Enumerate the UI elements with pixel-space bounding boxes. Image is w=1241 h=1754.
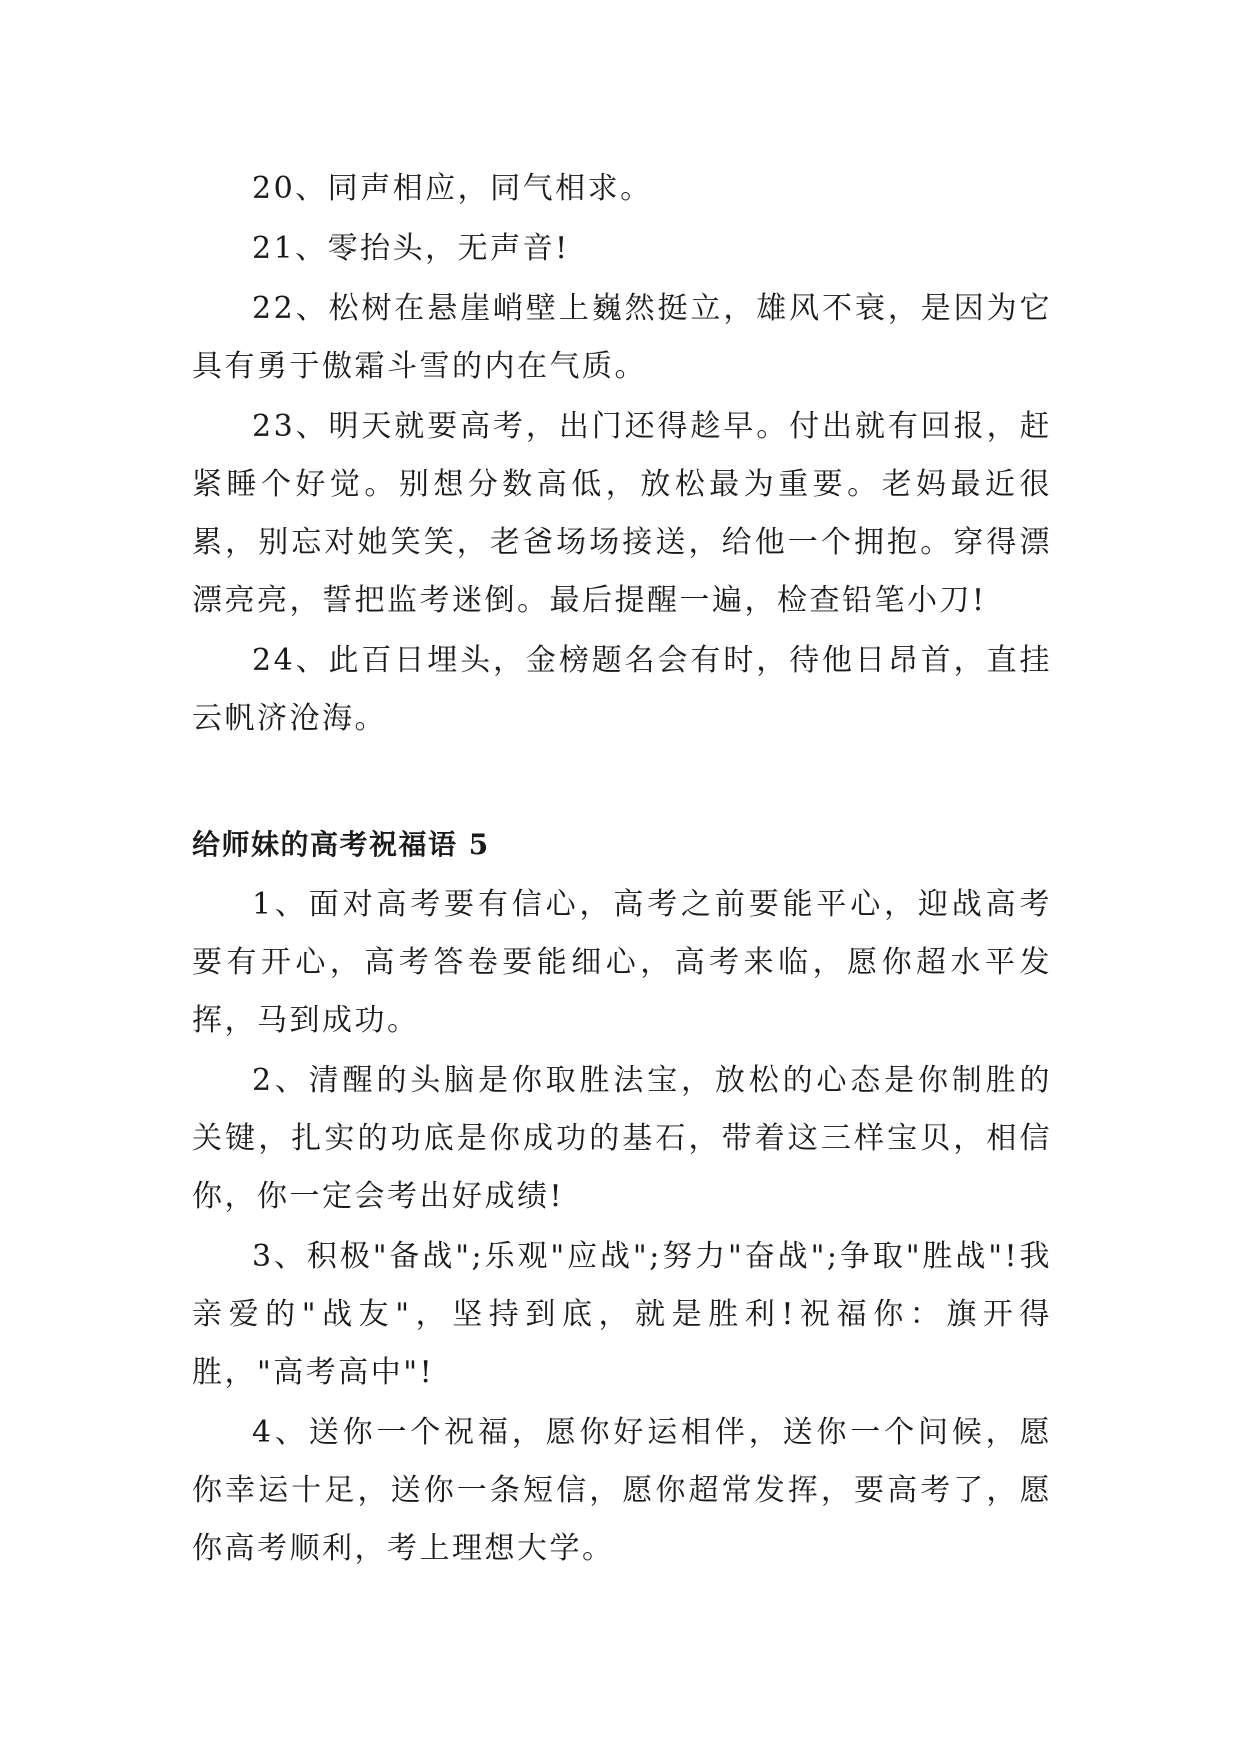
paragraph-item-24: 24、此百日埋头，金榜题名会有时，待他日昂首，直挂云帆济沧海。 [192,643,1052,736]
paragraph-item-2: 2、清醒的头脑是你取胜法宝，放松的心态是你制胜的关键，扎实的功底是你成功的基石，带着这三样宝贝，相信你，你一定会考出好成绩! [192,1063,1052,1214]
paragraph-item-21: 21、零抬头，无声音! [252,231,570,266]
paragraph-item-20: 20、同声相应，同气相求。 [252,171,653,206]
paragraph-item-4: 4、送你一个祝福，愿你好运相伴，送你一个问候，愿你幸运十足，送你一条短信，愿你超常发挥，要高考了，愿你高考顺利，考上理想大学。 [192,1415,1052,1566]
paragraph-item-23: 23、明天就要高考，出门还得趁早。付出就有回报，赶紧睡个好觉。别想分数高低，放松最为重要。老妈最近很累，别忘对她笑笑，老爸场场接送，给他一个拥抱。穿得漂漂亮亮，誓把监考迷倒。最后提醒一遍，检查铅笔小刀! [192,409,1052,618]
paragraph-item-1: 1、面对高考要有信心，高考之前要能平心，迎战高考要有开心，高考答卷要能细心，高考来临，愿你超水平发挥，马到成功。 [192,887,1052,1038]
section-heading: 给师妹的高考祝福语 5 [192,828,490,861]
paragraph-item-22: 22、松树在悬崖峭壁上巍然挺立，雄风不衰，是因为它具有勇于傲霜斗雪的内在气质。 [192,291,1052,384]
paragraph-item-3: 3、积极"备战";乐观"应战";努力"奋战";争取"胜战"!我亲爱的"战友"，坚持到底，就是胜利!祝福你：旗开得胜，"高考高中"! [192,1239,1052,1390]
document-page [192,160,1052,1580]
